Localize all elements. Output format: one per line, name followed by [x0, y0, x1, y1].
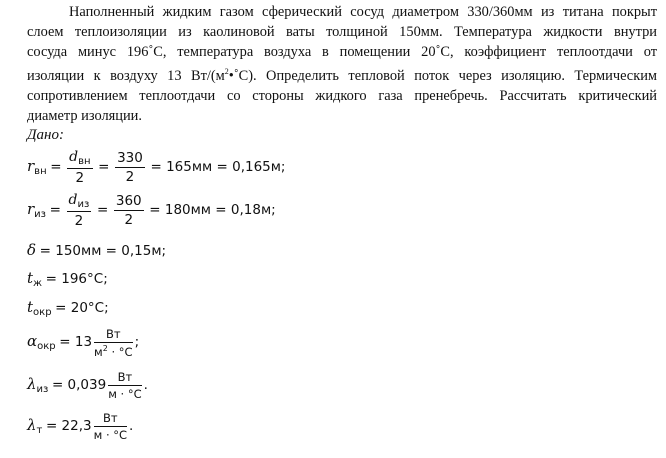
r-iz-subscript: из — [34, 208, 46, 220]
lambda-iz-subscript: из — [36, 383, 49, 395]
lambda-t-subscript: т — [36, 424, 43, 436]
lambda-iz-unit-den: м · °С — [108, 387, 142, 401]
r-iz-symbol: r — [27, 199, 35, 218]
r-vn-subscript: вн — [34, 165, 47, 177]
r-iz-fraction-d — [67, 192, 92, 229]
problem-line-4-sup: 2 — [224, 67, 229, 76]
equation-lambda-t — [27, 411, 133, 442]
equation-r-iz: $r_{из}$ = $\frac{d_{из}}{2}$ = $\frac{360}{2}$ = 180мм = 0,18м; — [27, 192, 276, 229]
lambda-t-tail: . — [129, 417, 134, 434]
alpha-okr-unit-num: Вт — [94, 327, 133, 343]
r-vn-fraction-val — [115, 150, 145, 185]
lambda-iz-symbol: λ — [27, 374, 37, 393]
d-vn-subscript: вн — [78, 156, 91, 167]
r-vn-fraction-d — [67, 149, 92, 186]
equation-r-vn: $r_{вн}$ = $\frac{d_{вн}}{2}$ = $\frac{330}{2}$ = 165мм = 0,165м; — [27, 149, 286, 186]
problem-line-4-b: •˚С). Определить тепловой поток через изоляцию. Термическим — [228, 67, 657, 84]
alpha-okr-symbol: α — [27, 332, 38, 351]
problem-line-1: Наполненный жидким газом сферический сосуд диаметром 330/360мм из титана покрыт — [69, 4, 657, 20]
r-vn-result: = 165мм = 0,165м; — [150, 158, 286, 175]
t-okr-result: = 20°С; — [55, 300, 109, 316]
alpha-okr-tail: ; — [134, 334, 140, 351]
problem-line-3: сосуда минус 196˚С, температура воздуха в помещении 20˚С, коэффициент теплоотдачи от — [27, 44, 657, 60]
problem-line-2: слоем теплоизоляции из каолиновой ваты толщиной 150мм. Температура жидкости внутри — [27, 24, 657, 40]
lambda-iz-tail: . — [143, 376, 148, 393]
equation-delta — [27, 241, 166, 260]
equation-lambda-iz — [27, 370, 148, 401]
delta-symbol: δ — [27, 241, 37, 259]
equation-alpha-okr — [27, 327, 139, 359]
delta-result: = 150мм = 0,15м; — [39, 243, 167, 259]
problem-line-4-a: изоляции к воздуху 13 Вт/(м — [27, 67, 225, 84]
t-zh-symbol: t — [27, 269, 34, 287]
r-vn-den-1: 2 — [75, 170, 85, 186]
lambda-t-symbol: λ — [27, 415, 37, 434]
equation-t-zh — [27, 269, 108, 289]
t-zh-result: = 196°С; — [45, 271, 108, 287]
alpha-okr-unit — [94, 327, 133, 359]
t-okr-subscript: окр — [33, 307, 52, 318]
r-iz-den-2: 2 — [124, 212, 134, 228]
lambda-iz-unit-num: Вт — [108, 370, 141, 386]
r-iz-den-1: 2 — [74, 213, 84, 229]
d-iz-subscript: из — [77, 199, 90, 210]
alpha-okr-subscript: окр — [37, 341, 56, 353]
lambda-iz-value: = 0,039 — [51, 376, 107, 393]
lambda-t-unit-den: м · °С — [93, 428, 128, 442]
alpha-okr-value: = 13 — [59, 334, 93, 351]
d-iz-symbol: d — [68, 192, 78, 208]
r-iz-numerator: 360 — [115, 193, 142, 209]
problem-statement — [27, 2, 657, 126]
problem-line-6: диаметр изоляции. — [27, 107, 142, 124]
alpha-okr-unit-den-rest: · °С — [107, 344, 133, 359]
r-vn-numerator: 330 — [117, 150, 143, 166]
lambda-t-value: = 22,3 — [45, 417, 92, 434]
r-vn-symbol: r — [27, 156, 35, 175]
t-okr-symbol: t — [27, 298, 34, 316]
d-vn-symbol: d — [69, 149, 79, 165]
r-vn-den-2: 2 — [125, 169, 135, 185]
lambda-t-unit — [94, 411, 127, 442]
lambda-t-unit-num: Вт — [94, 411, 127, 427]
r-iz-result: = 180мм = 0,18м; — [149, 201, 276, 218]
r-iz-fraction-val — [114, 193, 144, 228]
t-zh-subscript: ж — [33, 278, 43, 289]
alpha-okr-unit-den: м — [94, 344, 103, 359]
alpha-okr-unit-sup: 2 — [102, 344, 108, 353]
problem-line-4 — [27, 62, 657, 86]
given-label: Дано: — [27, 127, 64, 143]
problem-line-5: сопротивлением теплоотдачи со стороны жидкого газа пренебречь. Рассчитать критический — [27, 87, 657, 104]
lambda-iz-unit — [108, 370, 141, 401]
equation-t-okr — [27, 298, 109, 318]
